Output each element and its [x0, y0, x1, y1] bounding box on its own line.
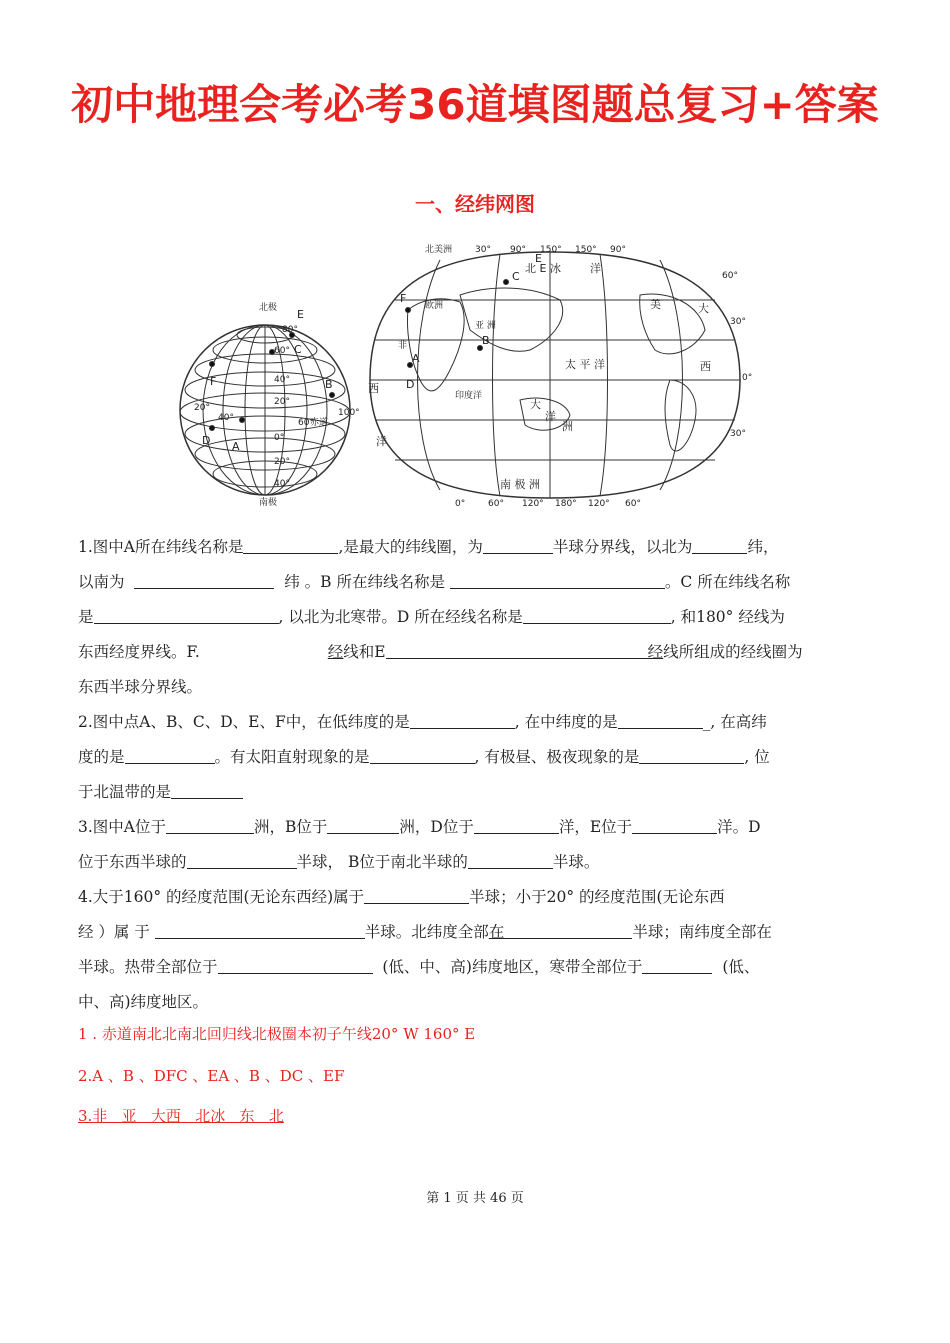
globe-south-pole-label: 南极	[259, 498, 278, 508]
q3-text-b: 洲，B位于	[253, 818, 328, 836]
q3-blank-5	[187, 850, 297, 869]
q2-text-h: 于北温带的是	[78, 783, 172, 801]
world-point-c: C	[512, 270, 520, 283]
world-top-90b: 90°	[610, 245, 626, 255]
world-arctic-label: 北 E 冰	[525, 262, 561, 275]
q4-text-f: 半球；南纬度全部在	[632, 923, 772, 941]
q4-blank-2	[155, 920, 365, 939]
world-b60b: 60°	[625, 499, 641, 509]
globe-point-e: E	[297, 308, 304, 321]
world-point-a: A	[412, 352, 420, 365]
q2-blank-4	[370, 745, 475, 764]
q1-blank-3	[692, 535, 747, 554]
world-big-label: 大	[698, 302, 709, 315]
q1-text-h: 是	[78, 608, 94, 626]
globe-point-a: A	[232, 440, 240, 453]
globe-lat60: 60°	[274, 346, 290, 356]
q2-blank-1	[410, 710, 515, 729]
q2-text-c: _, 在高纬	[702, 713, 767, 731]
world-pacific-label: 太 平 洋	[565, 358, 605, 371]
world-r60: 60°	[722, 271, 738, 281]
q1-text-k: 东西经度界线。F.	[78, 643, 200, 661]
questions-block	[78, 530, 878, 1020]
q1-text-a: 1.图中A所在纬线名称是	[78, 538, 244, 556]
globe-lat40s: 40°	[274, 479, 290, 489]
q1-blank-7	[523, 605, 671, 624]
q3-text-d: 洋，E位于	[558, 818, 633, 836]
world-b120b: 120°	[588, 499, 610, 509]
world-europe-label: 欧洲	[425, 301, 444, 311]
q4-blank-5	[642, 955, 712, 974]
world-west-label: 西	[700, 360, 711, 373]
q3-blank-3	[474, 815, 559, 834]
world-r30: 30°	[730, 317, 746, 327]
globe-lon100: 100°	[338, 408, 360, 418]
q3-text-c: 洲，D位于	[399, 818, 474, 836]
q2-text-a: 2.图中点A、B、C、D、E、F中，在低纬度的是	[78, 713, 410, 731]
q1-text-c: 半球分界线，以北为	[552, 538, 693, 556]
q1-blank-1	[243, 535, 338, 554]
globe-point-b: B	[325, 378, 333, 391]
world-ll-ocean-label: 洋	[376, 435, 387, 448]
q4-text-h: (低、中、高)纬度地区，寒带全部位于	[382, 958, 643, 976]
q3-text-f: 位于东西半球的	[78, 853, 187, 871]
q1-blank-9	[386, 640, 648, 659]
q4-text-j: 中、高)纬度地区。	[78, 993, 209, 1011]
q1-text-l: 经	[327, 643, 344, 661]
world-b0: 0°	[455, 499, 466, 509]
world-top-150b: 150°	[575, 245, 597, 255]
world-indian-label: 印度洋	[455, 391, 483, 401]
q1-text-j: , 和180° 经线为	[670, 608, 785, 626]
q1-blank-4	[134, 570, 274, 589]
world-point-f: F	[400, 292, 407, 305]
q3-text-e: 洋。D	[717, 818, 761, 836]
world-ll-west-label: 西	[368, 382, 379, 395]
globe-lat80: 80°	[282, 325, 298, 335]
q1-text-b: ,是最大的纬线圈，为	[338, 538, 483, 556]
globe-lon40: 40°	[218, 413, 234, 423]
world-antarctica-label: 南 极 洲	[500, 478, 540, 491]
page-footer: 第 1 页 共 46 页	[426, 1191, 524, 1206]
world-aus-big-label: 大	[530, 398, 541, 411]
world-aus-label: 洲	[562, 420, 573, 433]
globe-lat20s: 20°	[274, 457, 290, 467]
q1-text-n: 经	[647, 643, 664, 661]
q4-text-b: 半球；小于20° 的经度范围(无论东西	[469, 888, 725, 906]
world-asia-label: 亚 洲	[475, 321, 496, 331]
q3-blank-6	[468, 850, 553, 869]
globe-lon60: 60°	[298, 418, 314, 428]
globe-point-f: F	[210, 375, 217, 388]
globe-north-pole-label: 北极	[259, 303, 278, 313]
world-b60: 60°	[488, 499, 504, 509]
q2-blank-6	[171, 780, 243, 799]
map-figures	[170, 240, 770, 510]
q1-text-o: 线所组成的经线圈为	[663, 643, 803, 661]
answer-3: 3.非 亚 大西 北冰 东 北	[78, 1107, 284, 1125]
q2-blank-2	[618, 710, 703, 729]
q2-blank-3	[125, 745, 215, 764]
world-america-label: 美	[650, 298, 661, 311]
world-point-e: E	[535, 252, 542, 265]
q1-text-d: 纬，	[747, 538, 779, 556]
q4-text-c: 经 ）属 于	[78, 923, 150, 941]
q4-blank-3	[504, 920, 632, 939]
world-aus-ocean-label: 洋	[545, 410, 556, 423]
q3-text-g: 半球， B位于南北半球的	[296, 853, 468, 871]
globe-point-d: D	[202, 434, 211, 447]
q4-blank-4	[218, 955, 373, 974]
q3-blank-4	[632, 815, 717, 834]
q3-text-h: 半球。	[552, 853, 600, 871]
section-title: 一、经纬网图	[415, 192, 535, 216]
q1-text-e: 以南为	[78, 573, 125, 591]
answer-2: 2.A 、B 、DFC 、EA 、B 、DC 、EF	[78, 1067, 345, 1085]
q4-text-d: 半球。北纬度全部	[364, 923, 489, 941]
globe-equator-label: 赤道	[310, 418, 329, 428]
world-africa-label: 非	[398, 341, 408, 351]
q2-text-e: 。有太阳直射现象的是	[214, 748, 370, 766]
q1-text-m: 线和E	[343, 643, 386, 661]
q3-blank-1	[166, 815, 254, 834]
q1-text-p: 东西半球分界线。	[78, 678, 203, 696]
world-point-d: D	[406, 378, 415, 391]
q4-text-g: 半球。热带全部位于	[78, 958, 218, 976]
world-point-b: B	[482, 334, 490, 347]
globe-lon20: 20°	[194, 403, 210, 413]
q1-text-g: 。C 所在纬线名称	[664, 573, 791, 591]
q4-text-i: (低、	[722, 958, 760, 976]
globe-point-c: C	[294, 343, 302, 356]
q4-text-a: 4.大于160° 的经度范围(无论东西经)属于	[78, 888, 365, 906]
world-arctic-ocean-label: 洋	[590, 262, 601, 275]
q4-text-e: 在	[488, 923, 505, 941]
world-b120: 120°	[522, 499, 544, 509]
world-r30s: 30°	[730, 429, 746, 439]
q2-text-d: 度的是	[78, 748, 125, 766]
world-top-30: 30°	[475, 245, 491, 255]
world-top-150: 150°	[540, 245, 562, 255]
globe-lat40: 40°	[274, 375, 290, 385]
q1-blank-5	[450, 570, 665, 589]
q1-text-f: 纬 。B 所在纬线名称是	[284, 573, 445, 591]
q1-blank-2	[483, 535, 553, 554]
world-map-figure	[370, 252, 740, 498]
page-title: 初中地理会考必考36道填图题总复习+答案	[71, 80, 879, 129]
q1-text-i: , 以北为北寒带。D 所在经线名称是	[278, 608, 523, 626]
world-top-na-label: 北美洲	[425, 245, 453, 255]
world-top-90: 90°	[510, 245, 526, 255]
q2-text-b: , 在中纬度的是	[514, 713, 618, 731]
world-r0: 0°	[742, 373, 753, 383]
globe-lat20: 20°	[274, 397, 290, 407]
q3-text-a: 3.图中A位于	[78, 818, 166, 836]
q1-blank-6	[94, 605, 279, 624]
world-b180: 180°	[555, 499, 577, 509]
q4-blank-1	[364, 885, 469, 904]
q2-blank-5	[639, 745, 744, 764]
q3-blank-2	[327, 815, 399, 834]
answer-1: 1 . 赤道南北北南北回归线北极圈本初子午线20° W 160° E	[78, 1025, 476, 1043]
q2-text-f: , 有极昼、极夜现象的是	[474, 748, 640, 766]
globe-lat0: 0°	[274, 433, 285, 443]
q2-text-g: , 位	[744, 748, 770, 766]
